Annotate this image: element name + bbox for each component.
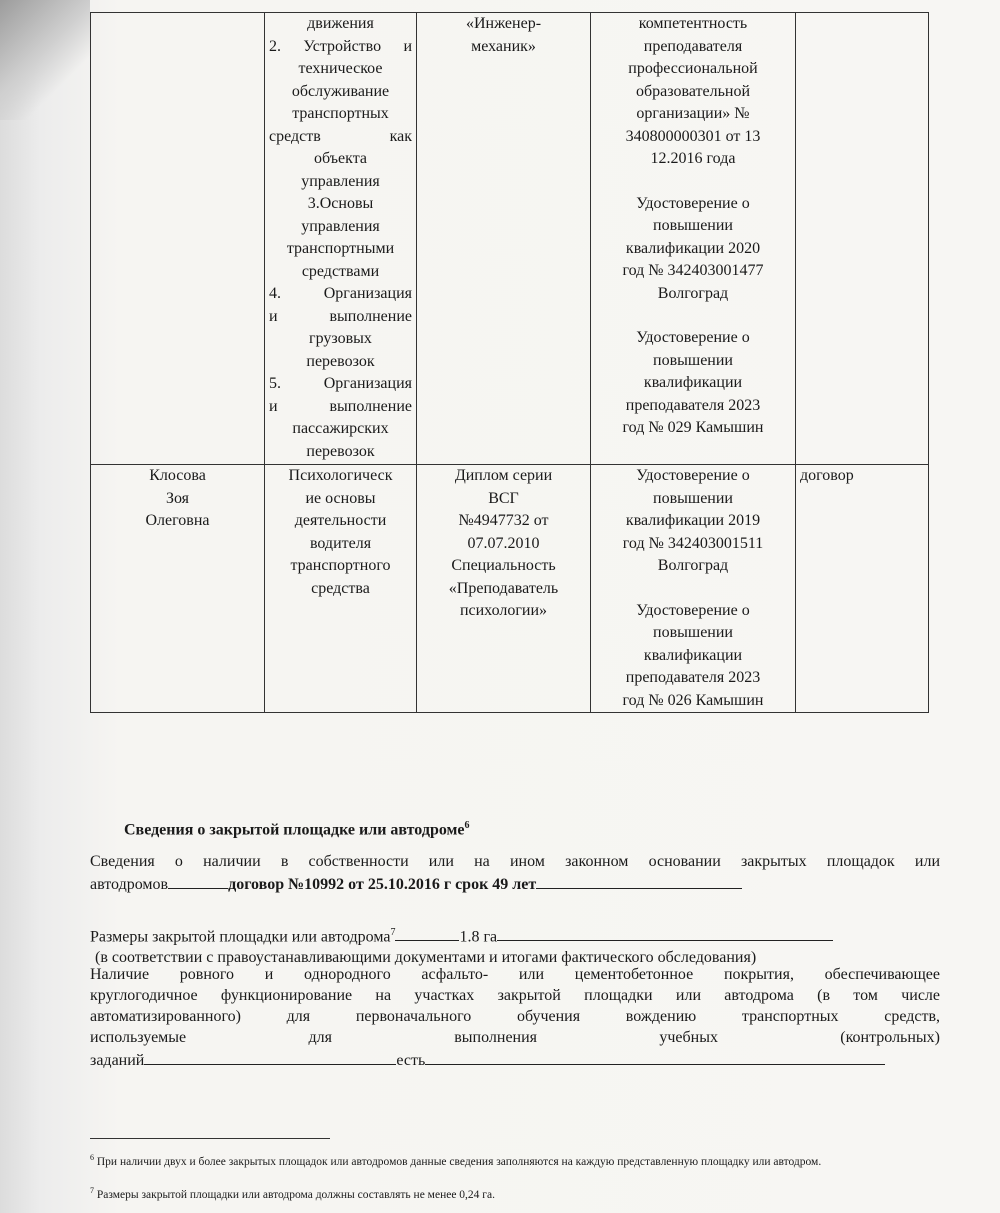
cell-line: 2. Устройство и <box>269 37 412 55</box>
cell-line: повышении <box>653 624 733 641</box>
cell-line: Удостоверение о <box>636 467 750 484</box>
cell-line: психологии» <box>459 602 548 619</box>
cell-line: объекта <box>314 150 367 167</box>
size-paragraph <box>90 922 940 968</box>
footnote-divider <box>90 1138 330 1139</box>
cell-line: и выполнение <box>269 397 412 415</box>
cell-line: и выполнение <box>269 307 412 325</box>
cell-line: управления <box>301 172 380 190</box>
surface-line: Наличие ровного и однородного асфальто- или цементобетонное покрытия, обеспечивающее <box>90 966 940 983</box>
cell-line: деятельности <box>294 512 387 529</box>
cell-line: образовательной <box>636 82 750 100</box>
cell-spacer <box>595 305 791 327</box>
cell-line: №4947732 от <box>458 512 549 529</box>
size-hint: (в соответствии с правоустанавливающими документами и итогами фактического обследования) <box>95 949 757 967</box>
cell-line: транспортного <box>290 557 391 574</box>
cell-line: повышении <box>653 217 733 234</box>
cell-line: механик» <box>471 37 536 55</box>
cell-subjects <box>265 465 417 713</box>
cell-line: год № 026 Камышин <box>622 691 764 709</box>
page-fold-shadow <box>0 0 90 120</box>
cell-line: «Преподаватель <box>448 579 559 597</box>
cell-line: техническое <box>298 60 383 77</box>
table-row <box>91 13 929 465</box>
cell-line: ВСГ <box>488 489 519 507</box>
cell-line: Клосова <box>149 467 206 484</box>
cell-basis <box>796 13 929 465</box>
surface-line: используемые для выполнения учебных (контрольных) <box>90 1029 940 1046</box>
surface-line: круглогодичное функционирование на участках закрытой площадки или автодрома (в том числе <box>90 987 940 1004</box>
surface-value: есть <box>396 1052 426 1069</box>
cell-line: компетентность <box>638 15 748 32</box>
cell-line: водителя <box>309 534 372 552</box>
cell-line: транспортных <box>292 105 389 122</box>
ownership-value: договор №10992 от 25.10.2016 г срок 49 лет <box>228 876 537 893</box>
cell-certificates <box>591 465 796 713</box>
cell-line: квалификации 2019 <box>625 512 761 529</box>
cell-spacer <box>595 578 791 600</box>
cell-line: 07.07.2010 <box>467 534 540 552</box>
cell-line: перевозок <box>306 442 375 460</box>
cell-line: Волгоград <box>657 284 729 302</box>
cell-line: Зоя <box>165 489 190 507</box>
cell-line: средства <box>311 579 370 597</box>
cell-diploma <box>417 13 591 465</box>
cell-line: профессиональной <box>628 60 758 77</box>
section-heading: Сведения о закрытой площадке или автодроме$^6$ <box>124 820 470 839</box>
cell-line: квалификации <box>643 646 743 664</box>
cell-line: Специальность <box>451 557 556 574</box>
cell-line: грузовых <box>309 330 372 347</box>
surface-paragraph <box>90 964 940 1048</box>
cell-line: преподавателя 2023 <box>625 669 761 686</box>
cell-line: 5. Организация <box>269 375 412 392</box>
cell-line: организации» № <box>636 105 750 122</box>
surface-line: автоматизированного) для первоначального обучения вождению транспортных средств, <box>90 1008 940 1025</box>
cell-spacer <box>595 171 791 193</box>
size-value: 1.8 га <box>459 928 498 946</box>
cell-line: 12.2016 года <box>650 150 736 167</box>
table-row <box>91 465 929 713</box>
cell-name <box>91 465 265 713</box>
cell-line: транспортными <box>286 240 395 257</box>
cell-line: Удостоверение о <box>636 194 750 212</box>
cell-line: управления <box>301 217 380 235</box>
size-line: Размеры закрытой площадки или автодрома$^7$ 1.8 га <box>90 922 940 947</box>
cell-line: перевозок <box>306 352 375 370</box>
cell-line: «Инженер- <box>465 15 542 32</box>
cell-diploma <box>417 465 591 713</box>
ownership-line-2: автодромов договор №10992 от 25.10.2016 г срок 49 лет <box>90 872 940 895</box>
cell-basis: договор <box>796 465 929 713</box>
cell-line: средств как <box>269 127 412 145</box>
cell-line: год № 342403001511 <box>622 534 764 552</box>
footnote-7: $^7$ Размеры закрытой площадки или автодрома должны составлять не менее 0,24 га. <box>90 1186 496 1201</box>
cell-line: Удостоверение о <box>636 329 750 346</box>
cell-line: обслуживание <box>291 82 390 100</box>
cell-line: повышении <box>653 489 733 507</box>
cell-name <box>91 13 265 465</box>
surface-last-line: заданий есть <box>90 1048 940 1071</box>
cell-line: пассажирских <box>292 420 389 437</box>
cell-line: 4. Организация <box>269 285 412 302</box>
cell-line: повышении <box>653 351 733 369</box>
cell-line: 340800000301 от 13 <box>625 127 761 145</box>
cell-line: Психологическ <box>288 467 393 484</box>
staff-table <box>90 12 929 713</box>
cell-line: год № 342403001477 <box>622 262 764 279</box>
ownership-line-1: Сведения о наличии в собственности или на ином законном основании закрытых площадок или <box>90 853 940 870</box>
cell-line: движения <box>307 15 374 32</box>
cell-subjects <box>265 13 417 465</box>
cell-line: квалификации <box>643 374 743 391</box>
cell-line: преподавателя 2023 <box>625 396 761 414</box>
cell-line: год № 029 Камышин <box>622 419 764 436</box>
cell-line: Волгоград <box>657 557 729 574</box>
cell-line: ие основы <box>305 489 376 507</box>
ownership-paragraph <box>90 851 940 895</box>
cell-line: Олеговна <box>145 512 210 529</box>
cell-line: Удостоверение о <box>636 601 750 619</box>
cell-line: преподавателя <box>643 37 743 55</box>
cell-line: средствами <box>301 262 380 280</box>
cell-line: Диплом серии <box>454 467 553 484</box>
cell-line: 3.Основы <box>307 195 374 212</box>
cell-certificates <box>591 13 796 465</box>
cell-line: квалификации 2020 <box>625 239 761 257</box>
footnote-6: $^6$ При наличии двух и более закрытых площадок или автодромов данные сведения заполняются на каждую представленную площадку или автодром. <box>90 1153 822 1168</box>
